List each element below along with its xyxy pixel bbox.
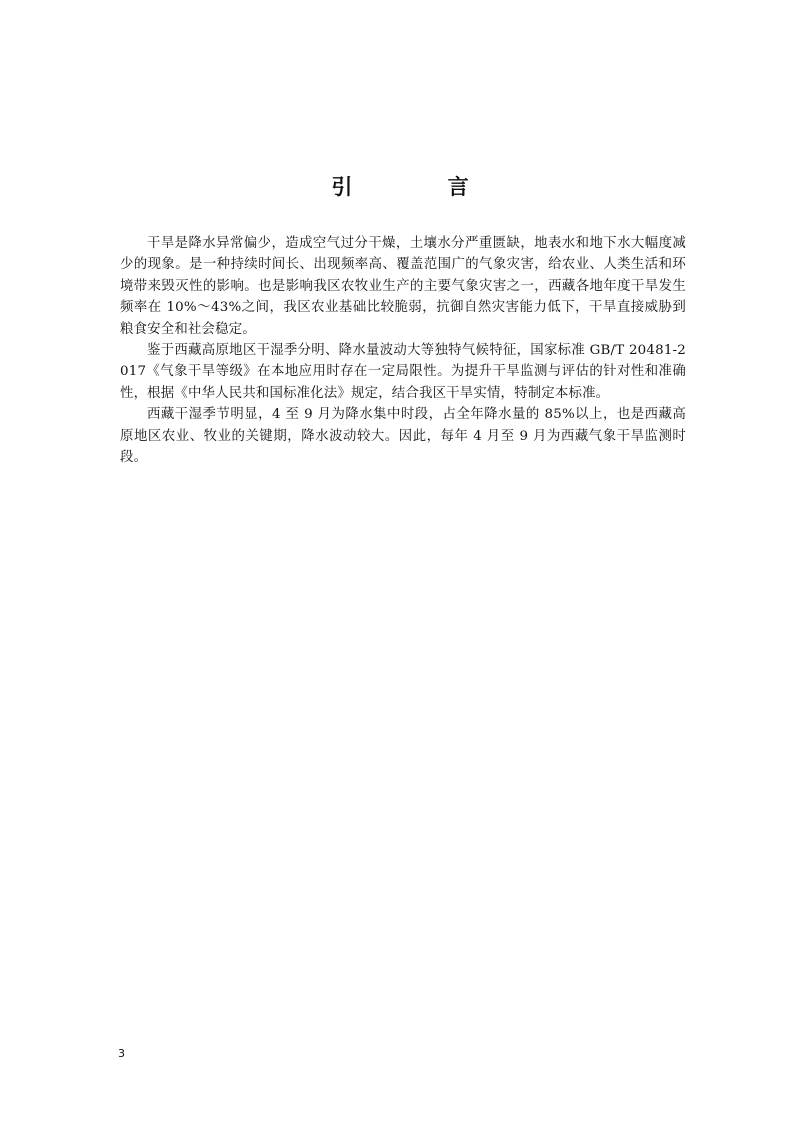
paragraph-monitoring-period: 西藏干湿季节明显，4 至 9 月为降水集中时段，占全年降水量的 85%以上，也是西藏高原地区农业、牧业的关键期，降水波动较大。因此，每年 4 月至 9 月为西藏气象干旱监测时段。 bbox=[120, 407, 686, 466]
introduction-body bbox=[120, 233, 686, 468]
paragraph-standard-rationale: 鉴于西藏高原地区干湿季分明、降水量波动大等独特气候特征，国家标准 GB/T 20481-2017《气象干旱等级》在本地应用时存在一定局限性。为提升干旱监测与评估的针对性和准确性，根据《中华人民共和国标准化法》规定，结合我区干旱实情，特制定本标准。 bbox=[120, 343, 686, 401]
page-title: 引 言 bbox=[331, 175, 513, 199]
paragraph-drought-definition: 干旱是降水异常偏少，造成空气过分干燥，土壤水分严重匮缺，地表水和地下水大幅度减少的现象。是一种持续时间长、出现频率高、覆盖范围广的气象灾害，给农业、人类生活和环境带来毁灭性的影响。也是影响我区农牧业生产的主要气象灾害之一，西藏各地年度干旱发生频率在 10%～43%之间，我区农业基础比较脆弱，抗御自然灾害能力低下，干旱直接威胁到粮食安全和社会稳定。 bbox=[120, 236, 686, 337]
page-number: 3 bbox=[118, 1047, 125, 1060]
